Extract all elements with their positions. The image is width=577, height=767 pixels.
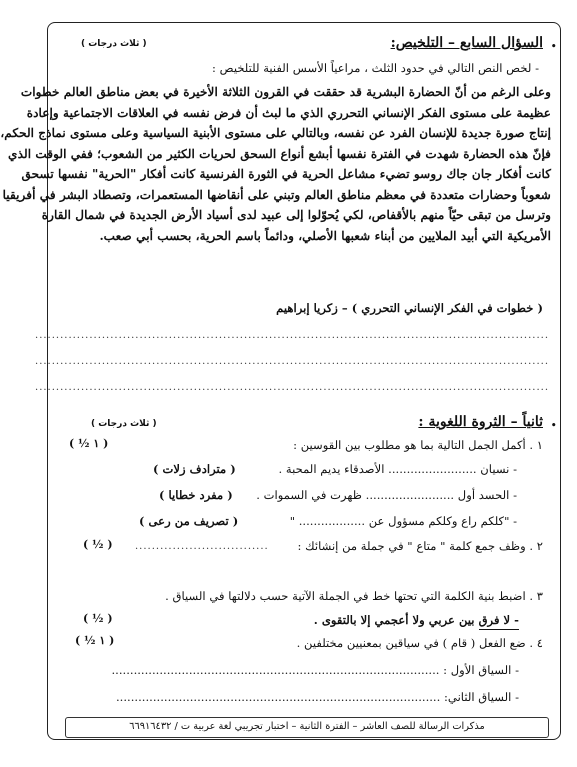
- passage-source: ( خطوات في الفكر الإنساني التحرري ) – زكريا إبراهيم: [276, 301, 543, 315]
- q1-label: ١ . أكمل الجمل التالية بما هو مطلوب بين القوسين :: [293, 438, 543, 452]
- q1-mark: ( ١ ½ ): [69, 437, 109, 450]
- section2-marks-badge: ( ثلاث درجات ): [91, 419, 157, 429]
- answer-line[interactable]: ...........................................................................................................................: [35, 356, 549, 367]
- q1-hint-1: ( مترادف زلات ): [153, 462, 236, 476]
- q4-mark: ( ١ ½ ): [75, 634, 115, 647]
- q1-item-3: - "كلكم راع وكلكم مسؤول عن .................. ": [289, 514, 517, 528]
- q3-label: ٣ . اضبط بنية الكلمة التي تحتها خط في الجملة الآتية حسب دلالتها في السياق .: [165, 589, 543, 603]
- passage-line: وترسل من تبقى حيّاً منهم بالأقفاص، لكي يُحوّلوا إلى عبيد لدى أسياد الأرض الجديدة في شمال القارة: [41, 208, 551, 222]
- q2-label: ٢ . وظف جمع كلمة " متاع " في جملة من إنشائك :: [297, 539, 543, 553]
- passage-line: شعوباً وحضارات متعددة في معظم مناطق العالم وتبني على أنقاضها المستعمرات، وتصطاد البشر في أفريقيا: [2, 187, 551, 202]
- q3-sentence: - لا فرق بين عربي ولا أعجمي إلا بالتقوى .: [313, 613, 519, 627]
- q4-context-2[interactable]: - السياق الثاني: ........................................................................................: [116, 690, 519, 704]
- passage-line: إنتاج صورة جديدة للإنسان الفرد عن نفسه، وبالتالي على مستوى الأبنية السياسية وعلى مستوى نماذج الحكم،: [0, 126, 551, 140]
- section1-bullet: •: [550, 40, 557, 53]
- passage-line: الأمريكية التي أبيد الملايين من أبناء شعبها الأصلي، ودائماً باسم الحرية، بحسب أبي صعب.: [99, 228, 551, 243]
- q1-hint-2: ( مفرد خطايا ): [159, 488, 233, 502]
- q1-item-2: - الحسد أول ........................ ظهرت في السموات .: [256, 488, 517, 502]
- passage-line: وعلى الرغم من أنّ الحضارة البشرية قد حققت في القرون الثلاثة الأخيرة في بعض مناطق العالم خطوات: [20, 85, 551, 99]
- q2-mark: ( ½ ): [83, 538, 113, 551]
- q1-item-1: - نسيان ........................ الأصدقاء يديم المحبة .: [278, 462, 517, 476]
- passage-line: فإنّ هذه الحضارة شهدت في الفترة نفسها أبشع أنواع السحق لحريات الكثير من الشعوب؛ ففي الوقت الذي: [8, 146, 551, 161]
- answer-line[interactable]: ...........................................................................................................................: [35, 330, 549, 341]
- q4-context-1[interactable]: - السياق الأول : .........................................................................................: [111, 663, 519, 677]
- q2-answer-line[interactable]: ................................: [135, 541, 269, 552]
- section1-marks-badge: ( ثلاث درجات ): [81, 39, 147, 49]
- answer-line[interactable]: ...........................................................................................................................: [35, 382, 549, 393]
- passage-line: كانت أفكار جان جاك روسو تضيء مشاعل الحرية في الثورة الفرنسية كانت أفكار "الحرية" نفسها تسحق: [21, 167, 551, 181]
- passage-line: عظيمة على مستوى الفكر الإنساني التحرري الذي ما لبث أن فرض نفسه في العلاقات الاجتماعية وإعادة: [26, 105, 551, 120]
- q1-hint-3: ( تصريف من رعى ): [139, 514, 239, 528]
- q4-label: ٤ . ضع الفعل ( قام ) في سياقين بمعنيين مختلفين .: [296, 636, 543, 650]
- passage: [0, 82, 551, 246]
- section2-bullet: •: [550, 419, 557, 432]
- summary-instruction: - لخص النص التالي في حدود الثلث ، مراعياً الأسس الفنية للتلخيص :: [212, 61, 539, 75]
- section2-heading: ثانياً – الثروة اللغوية :: [418, 414, 543, 430]
- section1-heading: السؤال السابع – التلخيص:: [390, 35, 543, 51]
- footer: مذكرات الرسالة للصف العاشر – الفترة الثانية – اختبار تجريبي لغة عربية ت / ٦٦٩١٦٤٣٢: [65, 717, 549, 738]
- q3-underline: [479, 629, 519, 630]
- q3-mark: ( ½ ): [83, 612, 113, 625]
